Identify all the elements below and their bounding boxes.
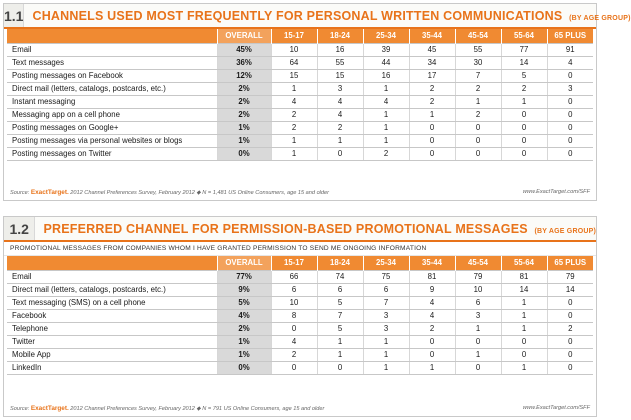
age-group-value: 1: [501, 309, 547, 322]
age-group-value: 0: [547, 361, 593, 374]
data-table-1-2: [7, 256, 593, 375]
overall-value: 0%: [217, 361, 271, 374]
age-group-value: 81: [409, 270, 455, 283]
column-header: 15-17: [271, 29, 317, 43]
column-header: 25-34: [363, 29, 409, 43]
table-row: [7, 309, 593, 322]
age-group-value: 45: [409, 43, 455, 56]
source-text: [10, 189, 329, 196]
age-group-value: 6: [455, 296, 501, 309]
age-group-value: 4: [409, 309, 455, 322]
age-group-value: 4: [271, 95, 317, 108]
table-row: [7, 108, 593, 121]
header-label-cell: [7, 29, 217, 43]
overall-value: 45%: [217, 43, 271, 56]
overall-value: 4%: [217, 309, 271, 322]
table-header-row: [7, 256, 593, 270]
age-group-value: 4: [409, 296, 455, 309]
row-label: Instant messaging: [7, 95, 217, 108]
age-group-value: 0: [501, 147, 547, 160]
age-group-value: 14: [547, 283, 593, 296]
age-group-value: 0: [501, 121, 547, 134]
overall-value: 2%: [217, 95, 271, 108]
column-header: 45-54: [455, 29, 501, 43]
age-group-value: 1: [271, 134, 317, 147]
age-group-value: 0: [455, 121, 501, 134]
row-label: Direct mail (letters, catalogs, postcards, etc.): [7, 283, 217, 296]
table-row: [7, 335, 593, 348]
age-group-value: 1: [363, 82, 409, 95]
age-group-value: 0: [409, 121, 455, 134]
age-group-value: 7: [455, 69, 501, 82]
age-group-value: 1: [363, 335, 409, 348]
table-row: [7, 95, 593, 108]
row-label: Email: [7, 43, 217, 56]
age-group-value: 16: [317, 43, 363, 56]
age-group-value: 5: [501, 69, 547, 82]
column-header: 65 PLUS: [547, 256, 593, 270]
age-group-value: 1: [455, 348, 501, 361]
age-group-value: 74: [317, 270, 363, 283]
column-header: OVERALL: [217, 29, 271, 43]
panel-title-text: PREFERRED CHANNEL FOR PERMISSION-BASED PROMOTIONAL MESSAGES: [43, 221, 528, 236]
age-group-value: 0: [271, 322, 317, 335]
age-group-value: 0: [455, 361, 501, 374]
table-row: [7, 43, 593, 56]
age-group-value: 1: [317, 348, 363, 361]
column-header: 18-24: [317, 29, 363, 43]
row-label: Text messaging (SMS) on a cell phone: [7, 296, 217, 309]
panel-title: [24, 9, 630, 23]
column-header: 18-24: [317, 256, 363, 270]
age-group-value: 79: [547, 270, 593, 283]
age-group-value: 4: [363, 95, 409, 108]
age-group-value: 44: [363, 56, 409, 69]
age-group-value: 2: [455, 108, 501, 121]
age-group-value: 2: [409, 82, 455, 95]
column-header: 45-54: [455, 256, 501, 270]
age-group-value: 0: [547, 108, 593, 121]
age-group-value: 3: [455, 309, 501, 322]
age-group-value: 66: [271, 270, 317, 283]
age-group-value: 0: [547, 69, 593, 82]
table-row: [7, 82, 593, 95]
row-label: Direct mail (letters, catalogs, postcards, etc.): [7, 82, 217, 95]
age-group-value: 0: [409, 147, 455, 160]
age-group-value: 55: [455, 43, 501, 56]
age-group-value: 0: [409, 348, 455, 361]
age-group-value: 3: [547, 82, 593, 95]
overall-value: 2%: [217, 322, 271, 335]
age-group-value: 7: [363, 296, 409, 309]
age-group-value: 77: [501, 43, 547, 56]
row-label: Posting messages on Facebook: [7, 69, 217, 82]
source-detail: 2012 Channel Preferences Survey, February 2012 ◆ N = 791 US Online Consumers, age 15 and older: [70, 405, 325, 412]
age-group-value: 2: [271, 348, 317, 361]
panel-title-bar: [4, 4, 631, 29]
age-group-value: 0: [547, 147, 593, 160]
age-group-value: 2: [409, 95, 455, 108]
table-row: [7, 322, 593, 335]
age-group-value: 0: [547, 348, 593, 361]
age-group-value: 55: [317, 56, 363, 69]
age-group-value: 16: [363, 69, 409, 82]
age-group-value: 0: [317, 147, 363, 160]
overall-value: 1%: [217, 335, 271, 348]
age-group-value: 2: [409, 322, 455, 335]
age-group-value: 15: [271, 69, 317, 82]
age-group-value: 2: [501, 82, 547, 95]
age-group-value: 3: [363, 309, 409, 322]
row-label: Messaging app on a cell phone: [7, 108, 217, 121]
overall-value: 1%: [217, 134, 271, 147]
age-group-value: 1: [409, 361, 455, 374]
age-group-value: 1: [501, 95, 547, 108]
table-row: [7, 147, 593, 160]
source-detail: 2012 Channel Preferences Survey, February 2012 ◆ N = 1,481 US Online Consumers, age 15 and older: [70, 189, 330, 196]
table-row: [7, 134, 593, 147]
age-group-value: 0: [501, 134, 547, 147]
age-group-value: 6: [317, 283, 363, 296]
age-group-value: 2: [547, 322, 593, 335]
row-label: Telephone: [7, 322, 217, 335]
column-header: OVERALL: [217, 256, 271, 270]
panel-title-text: CHANNELS USED MOST FREQUENTLY FOR PERSONAL WRITTEN COMMUNICATIONS: [32, 8, 563, 23]
panel-title: [35, 222, 596, 236]
overall-value: 9%: [217, 283, 271, 296]
age-group-value: 17: [409, 69, 455, 82]
source-line: [10, 403, 590, 413]
brand-logo: ExactTarget.: [30, 188, 69, 196]
table-row: [7, 361, 593, 374]
column-header: 65 PLUS: [547, 29, 593, 43]
age-group-value: 30: [455, 56, 501, 69]
age-group-value: 0: [455, 134, 501, 147]
age-group-value: 0: [547, 335, 593, 348]
overall-value: 5%: [217, 296, 271, 309]
column-header: 55-64: [501, 256, 547, 270]
overall-value: 12%: [217, 69, 271, 82]
age-group-value: 34: [409, 56, 455, 69]
age-group-value: 10: [271, 296, 317, 309]
column-header: 55-64: [501, 29, 547, 43]
table-row: [7, 348, 593, 361]
column-header: 25-34: [363, 256, 409, 270]
column-header: 35-44: [409, 29, 455, 43]
age-group-value: 15: [317, 69, 363, 82]
table-row: [7, 56, 593, 69]
header-label-cell: [7, 256, 217, 270]
age-group-value: 5: [317, 296, 363, 309]
data-table-1-1: [7, 29, 593, 161]
row-label: Twitter: [7, 335, 217, 348]
overall-value: 2%: [217, 82, 271, 95]
row-label: Mobile App: [7, 348, 217, 361]
source-prefix: Source:: [10, 189, 30, 196]
source-text: [10, 405, 324, 412]
age-group-value: 10: [455, 283, 501, 296]
row-label: Posting messages on Google+: [7, 121, 217, 134]
row-label: LinkedIn: [7, 361, 217, 374]
overall-value: 0%: [217, 147, 271, 160]
age-group-value: 0: [501, 348, 547, 361]
age-group-value: 7: [317, 309, 363, 322]
age-group-value: 0: [455, 147, 501, 160]
age-group-value: 0: [501, 335, 547, 348]
age-group-value: 0: [547, 134, 593, 147]
age-group-value: 39: [363, 43, 409, 56]
row-label: Email: [7, 270, 217, 283]
age-group-value: 6: [363, 283, 409, 296]
table-row: [7, 283, 593, 296]
table-row: [7, 270, 593, 283]
age-group-value: 1: [363, 108, 409, 121]
age-group-value: 0: [271, 361, 317, 374]
age-group-value: 1: [501, 296, 547, 309]
age-group-value: 0: [317, 361, 363, 374]
table-header-row: [7, 29, 593, 43]
overall-value: 36%: [217, 56, 271, 69]
age-group-value: 1: [455, 95, 501, 108]
table-row: [7, 69, 593, 82]
age-group-value: 4: [271, 335, 317, 348]
age-group-value: 0: [409, 335, 455, 348]
age-group-value: 1: [455, 322, 501, 335]
age-group-value: 4: [547, 56, 593, 69]
table-row: [7, 121, 593, 134]
age-group-value: 1: [501, 322, 547, 335]
chart-panel-1-1: [3, 3, 631, 201]
age-group-value: 4: [317, 95, 363, 108]
age-group-value: 5: [317, 322, 363, 335]
panel-number: 1.1: [4, 4, 24, 27]
age-group-value: 1: [317, 335, 363, 348]
overall-value: 77%: [217, 270, 271, 283]
age-group-value: 64: [271, 56, 317, 69]
overall-value: 1%: [217, 121, 271, 134]
age-group-value: 2: [363, 147, 409, 160]
age-group-value: 9: [409, 283, 455, 296]
table-row: [7, 296, 593, 309]
age-group-value: 10: [271, 43, 317, 56]
age-group-value: 1: [363, 121, 409, 134]
age-group-value: 14: [501, 56, 547, 69]
age-group-value: 1: [363, 361, 409, 374]
age-group-value: 1: [317, 134, 363, 147]
source-url[interactable]: www.ExactTarget.com/SFF: [522, 405, 590, 411]
age-group-value: 0: [547, 296, 593, 309]
age-group-value: 6: [271, 283, 317, 296]
age-group-value: 3: [363, 322, 409, 335]
age-group-value: 2: [317, 121, 363, 134]
panel-note: PROMOTIONAL MESSAGES FROM COMPANIES WHOM I HAVE GRANTED PERMISSION TO SEND ME ONGOING INFORMATION: [4, 242, 596, 256]
source-prefix: Source:: [10, 405, 30, 412]
panel-subtitle: (BY AGE GROUP): [534, 227, 596, 235]
panel-title-bar: [4, 217, 596, 242]
source-url[interactable]: www.ExactTarget.com/SFF: [522, 189, 590, 195]
age-group-value: 2: [271, 108, 317, 121]
age-group-value: 2: [455, 82, 501, 95]
age-group-value: 0: [455, 335, 501, 348]
age-group-value: 3: [317, 82, 363, 95]
column-header: 15-17: [271, 256, 317, 270]
age-group-value: 4: [317, 108, 363, 121]
age-group-value: 1: [409, 108, 455, 121]
column-header: 35-44: [409, 256, 455, 270]
age-group-value: 91: [547, 43, 593, 56]
chart-panel-1-2: [3, 216, 597, 417]
row-label: Posting messages via personal websites or blogs: [7, 134, 217, 147]
age-group-value: 79: [455, 270, 501, 283]
panel-number: 1.2: [4, 217, 35, 240]
row-label: Posting messages on Twitter: [7, 147, 217, 160]
age-group-value: 0: [547, 95, 593, 108]
age-group-value: 1: [501, 361, 547, 374]
age-group-value: 0: [547, 121, 593, 134]
panel-subtitle: (BY AGE GROUP): [569, 14, 631, 22]
age-group-value: 14: [501, 283, 547, 296]
age-group-value: 1: [363, 134, 409, 147]
age-group-value: 1: [271, 147, 317, 160]
age-group-value: 0: [501, 108, 547, 121]
age-group-value: 2: [271, 121, 317, 134]
row-label: Facebook: [7, 309, 217, 322]
age-group-value: 8: [271, 309, 317, 322]
overall-value: 2%: [217, 108, 271, 121]
age-group-value: 0: [547, 309, 593, 322]
age-group-value: 1: [363, 348, 409, 361]
overall-value: 1%: [217, 348, 271, 361]
age-group-value: 0: [409, 134, 455, 147]
brand-logo: ExactTarget.: [30, 404, 69, 412]
source-line: [10, 187, 590, 197]
age-group-value: 75: [363, 270, 409, 283]
age-group-value: 81: [501, 270, 547, 283]
row-label: Text messages: [7, 56, 217, 69]
age-group-value: 1: [271, 82, 317, 95]
